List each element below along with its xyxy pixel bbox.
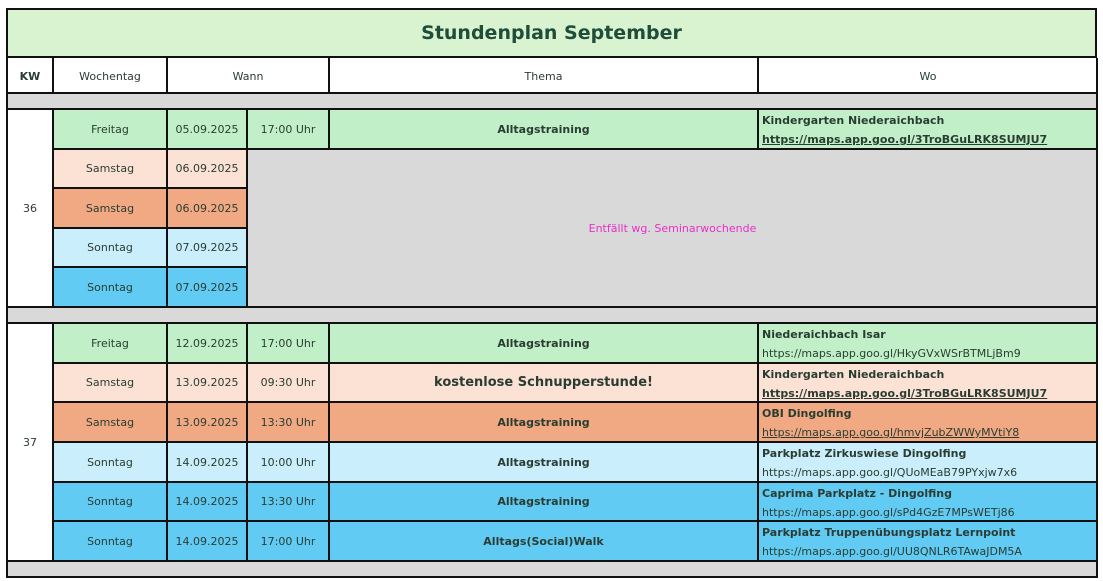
location-link[interactable]: https://maps.app.goo.gl/HkyGVxWSrBTMLjBm9 bbox=[762, 347, 1021, 360]
time-cell: 13:30 Uhr bbox=[260, 495, 316, 508]
wo-cell bbox=[759, 522, 1097, 560]
grid-line bbox=[52, 187, 248, 189]
title-bar bbox=[6, 8, 1097, 58]
header-wann: Wann bbox=[232, 69, 264, 83]
date-cell: 06.09.2025 bbox=[175, 201, 239, 215]
date-cell: 12.09.2025 bbox=[175, 336, 239, 350]
grid-line bbox=[52, 401, 1098, 403]
date-cell: 07.09.2025 bbox=[175, 280, 239, 294]
separator-row bbox=[8, 94, 1097, 109]
grid-line bbox=[6, 560, 1098, 562]
grid-line bbox=[166, 108, 168, 308]
grid-line bbox=[52, 58, 54, 94]
date-cell: 14.09.2025 bbox=[175, 495, 239, 508]
location-link[interactable]: https://maps.app.goo.gl/hmvjZubZWWyMVtiY8 bbox=[762, 426, 1020, 439]
grid-line bbox=[52, 481, 1098, 483]
wo-cell bbox=[759, 443, 1097, 481]
thema-cell: Alltags(Social)Walk bbox=[483, 534, 604, 548]
day-cell: Sonntag bbox=[87, 455, 133, 469]
header-wo: Wo bbox=[919, 69, 937, 83]
wo-cell bbox=[759, 483, 1097, 520]
location-name: Kindergarten Niederaichbach bbox=[762, 368, 945, 381]
kw-cell: 37 bbox=[8, 324, 52, 560]
location-link[interactable]: https://maps.app.goo.gl/sPd4GzE7MPsWETj86 bbox=[762, 506, 1015, 519]
day-cell: Freitag bbox=[91, 122, 129, 136]
location-link[interactable]: https://maps.app.goo.gl/UU8QNLR6TAwaJDM5A bbox=[762, 545, 1022, 558]
grid-line bbox=[52, 520, 1098, 522]
separator-row bbox=[8, 307, 1097, 322]
time-cell: 17:00 Uhr bbox=[260, 534, 316, 548]
wo-cell bbox=[759, 324, 1097, 362]
time-cell: 09:30 Uhr bbox=[260, 376, 316, 389]
thema-cell: Alltagstraining bbox=[497, 415, 590, 429]
day-cell: Sonntag bbox=[87, 495, 133, 508]
day-cell: Sonntag bbox=[87, 534, 133, 548]
header-kw: KW bbox=[19, 69, 41, 83]
header-thema: Thema bbox=[524, 69, 563, 83]
time-cell: 13:30 Uhr bbox=[260, 415, 316, 429]
location-link[interactable]: https://maps.app.goo.gl/QUoMEaB79PYxjw7x6 bbox=[762, 466, 1018, 479]
day-cell: Samstag bbox=[85, 415, 135, 429]
day-cell: Sonntag bbox=[87, 241, 133, 254]
day-cell: Samstag bbox=[85, 201, 135, 215]
thema-cell: kostenlose Schnupperstunde! bbox=[434, 375, 653, 390]
grid-line bbox=[757, 108, 759, 150]
location-link[interactable]: https://maps.app.goo.gl/3TroBGuLRK8SUMJU7 bbox=[762, 387, 1048, 400]
grid-line bbox=[246, 108, 248, 308]
thema-cell: Alltagstraining bbox=[497, 336, 590, 350]
date-cell: 13.09.2025 bbox=[175, 415, 239, 429]
location-name: Caprima Parkplatz - Dingolfing bbox=[762, 487, 952, 500]
grid-line bbox=[6, 576, 1098, 578]
date-cell: 07.09.2025 bbox=[175, 241, 239, 254]
location-name: OBI Dingolfing bbox=[762, 407, 852, 420]
day-cell: Samstag bbox=[85, 162, 135, 175]
day-cell: Samstag bbox=[85, 376, 135, 389]
grid-line bbox=[6, 322, 1098, 324]
grid-line bbox=[6, 92, 1098, 94]
location-name: Parkplatz Truppenübungsplatz Lernpoint bbox=[762, 526, 1016, 539]
date-cell: 14.09.2025 bbox=[175, 534, 239, 548]
grid-line bbox=[328, 108, 330, 150]
location-link[interactable]: https://maps.app.goo.gl/3TroBGuLRK8SUMJU7 bbox=[762, 133, 1048, 146]
separator-row bbox=[8, 561, 1097, 576]
grid-line bbox=[52, 441, 1098, 443]
grid-line bbox=[6, 108, 1098, 110]
cancelled-note: Entfällt wg. Seminarwochende bbox=[248, 150, 1097, 306]
time-cell: 10:00 Uhr bbox=[260, 455, 316, 469]
grid-line bbox=[52, 266, 248, 268]
header-wochentag: Wochentag bbox=[79, 69, 141, 83]
date-cell: 14.09.2025 bbox=[175, 455, 239, 469]
grid-line bbox=[6, 58, 8, 578]
grid-line bbox=[6, 306, 1098, 308]
time-cell: 17:00 Uhr bbox=[260, 336, 316, 350]
time-cell: 17:00 Uhr bbox=[260, 122, 316, 136]
grid-line bbox=[52, 148, 1098, 150]
day-cell: Sonntag bbox=[87, 280, 133, 294]
thema-cell: Alltagstraining bbox=[497, 122, 590, 136]
grid-line bbox=[1096, 58, 1098, 578]
grid-line bbox=[757, 58, 759, 94]
thema-cell: Alltagstraining bbox=[497, 495, 590, 508]
page-title: Stundenplan September bbox=[421, 22, 682, 44]
grid-line bbox=[328, 58, 330, 94]
wo-cell bbox=[759, 403, 1097, 441]
grid-line bbox=[52, 227, 248, 229]
date-cell: 05.09.2025 bbox=[175, 122, 239, 136]
location-name: Parkplatz Zirkuswiese Dingolfing bbox=[762, 447, 967, 460]
date-cell: 06.09.2025 bbox=[175, 162, 239, 175]
grid-line bbox=[166, 58, 168, 94]
date-cell: 13.09.2025 bbox=[175, 376, 239, 389]
kw-cell: 36 bbox=[8, 110, 52, 306]
grid-line bbox=[52, 108, 54, 308]
location-name: Kindergarten Niederaichbach bbox=[762, 114, 945, 127]
wo-cell bbox=[759, 364, 1097, 401]
day-cell: Freitag bbox=[91, 336, 129, 350]
grid-line bbox=[52, 362, 1098, 364]
thema-cell: Alltagstraining bbox=[497, 455, 590, 469]
location-name: Niederaichbach Isar bbox=[762, 328, 886, 341]
wo-cell bbox=[759, 110, 1097, 148]
